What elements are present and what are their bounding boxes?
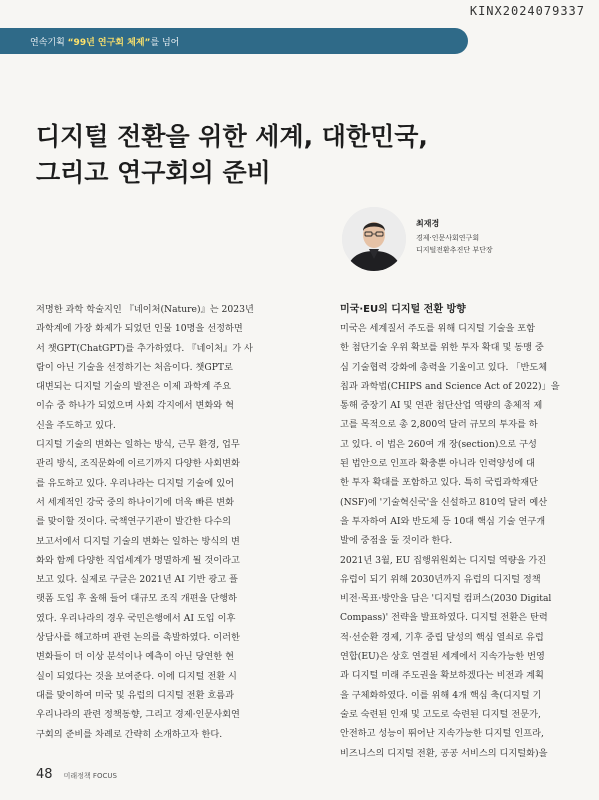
right-column-line: Compass)' 전략을 발표하였다. 디지털 전환은 탄력	[340, 612, 548, 624]
right-column-line: 심 기술협력 강화에 총력을 기울이고 있다. 「반도체	[340, 361, 548, 373]
left-column-line: 과학계에 가장 화제가 되었던 인물 10명을 선정하면	[36, 323, 243, 335]
author-affiliation-1: 경제·인문사회연구회	[416, 234, 480, 242]
left-column-line: 저명한 과학 학술지인 『네이처(Nature)』는 2023년	[36, 304, 254, 315]
left-column-line: 화와 함께 다양한 직업세계가 명멸하게 될 것이라고	[36, 554, 240, 566]
left-column-line: 실이 되었다는 것을 보여준다. 이에 디지털 전환 시	[36, 670, 237, 682]
banner-prefix: 연속기획	[30, 38, 68, 48]
left-column-line: 변화들이 더 이상 분석이나 예측이 아닌 당연한 현	[36, 651, 234, 663]
left-column-line: 를 맞이할 것이다. 국책연구기관이 발간한 다수의	[36, 516, 232, 528]
left-column-line: 우리나라의 관련 정책동향, 그리고 경제·인문사회연	[36, 709, 240, 721]
right-column-line: 2021년 3월, EU 집행위원회는 디지털 역량을 가진	[340, 554, 547, 566]
left-column-line: 대를 맞이하여 미국 및 유럽의 디지털 전환 흐름과	[36, 689, 234, 701]
right-column-line: (NSF)에 '기술혁신국'을 신설하고 810억 달러 예산	[340, 496, 548, 508]
right-column-line: 술로 숙련된 인재 및 고도로 숙련된 디지털 전문가,	[340, 708, 541, 720]
left-column-line: 람이 아닌 기술을 선정하기는 처음이다. 챗GPT로	[36, 361, 233, 373]
right-column-line: 한 투자 확대를 포함하고 있다. 특히 국립과학재단	[340, 477, 538, 489]
right-column-line: 과 디지털 미래 주도권을 확보하겠다는 비전과 계획	[340, 670, 544, 682]
left-column-line: 관리 방식, 조직문화에 이르기까지 다양한 사회변화	[36, 458, 240, 470]
left-column-line: 구회의 준비를 차례로 간략히 소개하고자 한다.	[36, 728, 223, 740]
document-id: KINX2024079337	[469, 4, 585, 18]
left-column-line: 대변되는 디지털 기술의 발전은 이제 과학계 주요	[36, 381, 232, 393]
right-column-line: 연합(EU)은 상호 연결된 세계에서 지속가능한 번영	[340, 651, 545, 663]
left-column-line: 보고 있다. 실제로 구글은 2021년 AI 기반 광고 플	[36, 574, 238, 586]
banner-highlight: “99년 연구회 체제”	[67, 38, 151, 48]
left-column-line: 를 유도하고 있다. 우리나라는 디지털 기술에 있어	[36, 477, 234, 489]
left-column-line: 디지털 기술의 변화는 일하는 방식, 근무 환경, 업무	[36, 439, 240, 451]
right-column-line: 적·선순환 경제, 기후 중립 달성의 핵심 열쇠로 유럽	[340, 631, 544, 643]
article-title-line-1: 디지털 전환을 위한 세계, 대한민국,	[36, 122, 428, 151]
author-affiliation-2: 디지털전환추진단 부단장	[416, 246, 493, 254]
right-column-line: 을 투자하여 AI와 반도체 등 10대 핵심 기술 연구개	[340, 515, 546, 527]
banner-suffix: 를 넘어	[150, 38, 180, 48]
right-column-line: 발에 중점을 둘 것이라 한다.	[340, 535, 453, 547]
right-column-line: 비즈니스의 디지털 전환, 공공 서비스의 디지털화)을	[340, 747, 548, 759]
left-column-line: 였다. 우리나라의 경우 국민은행에서 AI 도입 이후	[36, 612, 236, 624]
right-column-line: 된 법안으로 인프라 확충뿐 아니라 인력양성에 대	[340, 458, 536, 470]
section-heading: 미국·EU의 디지털 전환 방향	[340, 304, 466, 315]
page-number: 48	[36, 767, 53, 782]
left-column-line: 서 챗GPT(ChatGPT)를 추가하였다. 『네이처』가 사	[36, 342, 253, 354]
right-column-line: 비전·목표·방안을 담은 '디지털 컴퍼스(2030 Digital	[340, 593, 552, 605]
left-column-line: 랫폼 도입 후 올해 들어 대규모 조직 개편을 단행하	[36, 593, 237, 605]
right-column-line: 안전하고 성능이 뛰어난 지속가능한 디지털 인프라,	[340, 728, 544, 740]
right-column-line: 한 첨단기술 우위 확보를 위한 투자 확대 및 동맹 중	[340, 342, 544, 354]
left-column-line: 이슈 중 하나가 되었으며 사회 각지에서 변화와 혁	[36, 400, 234, 412]
series-banner-text	[30, 35, 179, 48]
right-column	[340, 300, 562, 763]
left-column-line: 신을 주도하고 있다.	[36, 419, 116, 431]
right-column-line: 고를 목적으로 총 2,800억 달러 규모의 투자를 하	[340, 419, 538, 431]
left-column-line: 상담사를 해고하며 관련 논의를 촉발하였다. 이러한	[36, 632, 240, 644]
left-column-line: 서 세계적인 강국 중의 하나이기에 더욱 빠른 변화	[36, 496, 234, 508]
article-title-line-2: 그리고 연구회의 준비	[36, 158, 271, 187]
right-column-line: 미국은 세계질서 주도를 위해 디지털 기술을 포함	[340, 323, 536, 334]
left-column	[36, 300, 258, 744]
article-title	[36, 119, 556, 191]
author-photo	[342, 207, 406, 271]
series-banner	[0, 28, 468, 54]
right-column-body	[340, 319, 562, 763]
publication-name: 미래정책 FOCUS	[63, 772, 117, 780]
right-column-line: 칩과 과학법(CHIPS and Science Act of 2022)」을	[340, 380, 560, 392]
right-column-line: 고 있다. 이 법은 260여 개 장(section)으로 구성	[340, 438, 537, 450]
right-column-line: 을 구체화하였다. 이를 위해 4개 핵심 축(디지털 기	[340, 689, 542, 701]
left-column-line: 보고서에서 디지털 기술의 변화는 일하는 방식의 변	[36, 535, 240, 547]
author-name: 최재경	[416, 219, 440, 228]
page-footer	[36, 763, 117, 782]
right-column-line: 유럽이 되기 위해 2030년까지 유럽의 디지털 정책	[340, 573, 541, 585]
right-column-line: 통해 중장기 AI 및 연관 첨단산업 역량의 총체적 제	[340, 400, 543, 412]
